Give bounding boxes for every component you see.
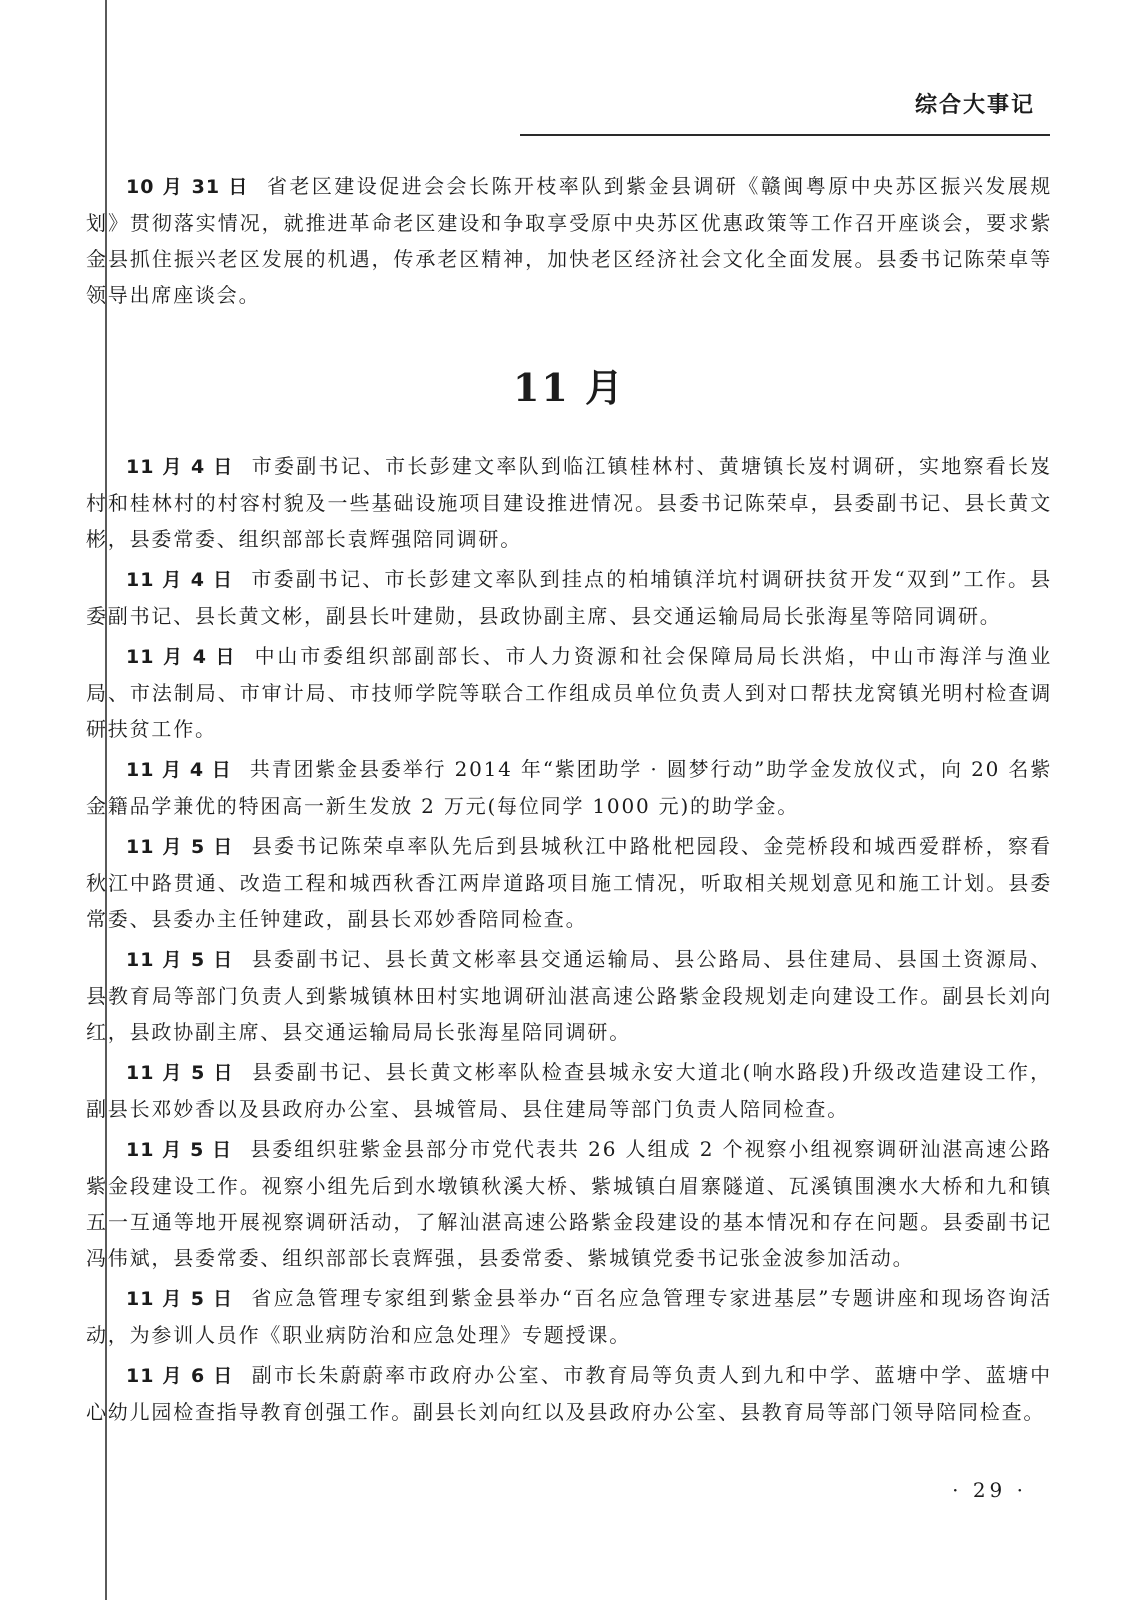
entry-text: 副市长朱蔚蔚率市政府办公室、市教育局等负责人到九和中学、蓝塘中学、蓝塘中心幼儿园检查指导教育创强工作。副县长刘向红以及县政府办公室、县教育局等部门领导陪同检查。 [86,1363,1052,1424]
chronicle-entry [86,941,1052,1050]
entry-text: 省应急管理专家组到紫金县举办“百名应急管理专家进基层”专题讲座和现场咨询活动，为参训人员作《职业病防治和应急处理》专题授课。 [86,1286,1052,1347]
entry-date: 11 月 5 日 [126,949,234,971]
chronicle-entry [86,561,1052,634]
chronicle-entry [86,1357,1052,1430]
entry-text: 市委副书记、市长彭建文率队到临江镇桂林村、黄塘镇长岌村调研，实地察看长岌村和桂林村的村容村貌及一些基础设施项目建设推进情况。县委书记陈荣卓，县委副书记、县长黄文彬，县委常委、组织部部长袁辉强陪同调研。 [86,454,1052,551]
entry-date: 10 月 31 日 [126,176,249,198]
entry-text: 省老区建设促进会会长陈开枝率队到紫金县调研《赣闽粤原中央苏区振兴发展规划》贯彻落实情况，就推进革命老区建设和争取享受原中央苏区优惠政策等工作召开座谈会，要求紫金县抓住振兴老区发展的机遇，传承老区精神，加快老区经济社会文化全面发展。县委书记陈荣卓等领导出席座谈会。 [86,174,1052,307]
entry-text: 共青团紫金县委举行 2014 年“紫团助学 · 圆梦行动”助学金发放仪式，向 20 名紫金籍品学兼优的特困高一新生发放 2 万元(每位同学 1000 元)的助学金。 [86,757,1052,818]
entry-date: 11 月 5 日 [126,1062,234,1084]
entry-date: 11 月 5 日 [126,1139,233,1161]
chronicle-entry [86,168,1052,313]
entry-text: 中山市委组织部副部长、市人力资源和社会保障局局长洪焰，中山市海洋与渔业局、市法制局、市审计局、市技师学院等联合工作组成员单位负责人到对口帮扶龙窝镇光明村检查调研扶贫工作。 [86,644,1052,741]
entry-date: 11 月 4 日 [126,646,237,668]
entry-text: 市委副书记、市长彭建文率队到挂点的柏埔镇洋坑村调研扶贫开发“双到”工作。县委副书记、县长黄文彬，副县长叶建勋，县政协副主席、县交通运输局局长张海星等陪同调研。 [86,567,1052,628]
chronicle-entry [86,1131,1052,1276]
chronicle-entry [86,751,1052,824]
chronicle-entry [86,1280,1052,1353]
entry-date: 11 月 6 日 [126,1365,234,1387]
page-number: · 29 · [952,1478,1027,1502]
entry-date: 11 月 4 日 [126,569,234,591]
month-heading: 11 月 [512,365,626,410]
entry-date: 11 月 4 日 [126,759,232,781]
page-body [86,168,1052,1434]
entry-date: 11 月 5 日 [126,836,234,858]
entry-text: 县委副书记、县长黄文彬率县交通运输局、县公路局、县住建局、县国土资源局、县教育局等部门负责人到紫城镇林田村实地调研汕湛高速公路紫金段规划走向建设工作。副县长刘向红，县政协副主席、县交通运输局局长张海星陪同调研。 [86,947,1052,1044]
chronicle-entry [86,1054,1052,1127]
running-head-section-title: 综合大事记 [914,93,1035,118]
chronicle-entry [86,828,1052,937]
entry-text: 县委副书记、县长黄文彬率队检查县城永安大道北(响水路段)升级改造建设工作，副县长邓妙香以及县政府办公室、县城管局、县住建局等部门负责人陪同检查。 [86,1060,1052,1121]
entry-text: 县委书记陈荣卓率队先后到县城秋江中路枇杷园段、金莞桥段和城西爱群桥，察看秋江中路贯通、改造工程和城西秋香江两岸道路项目施工情况，听取相关规划意见和施工计划。县委常委、县委办主任钟建政，副县长邓妙香陪同检查。 [86,834,1052,931]
entry-date: 11 月 4 日 [126,456,234,478]
header-rule [520,134,1050,136]
chronicle-entry [86,638,1052,747]
entry-date: 11 月 5 日 [126,1288,234,1310]
entry-text: 县委组织驻紫金县部分市党代表共 26 人组成 2 个视察小组视察调研汕湛高速公路紫金段建设工作。视察小组先后到水墩镇秋溪大桥、紫城镇白眉寨隧道、瓦溪镇围澳水大桥和九和镇五一互通等地开展视察调研活动，了解汕湛高速公路紫金段建设的基本情况和存在问题。县委副书记冯伟斌，县委常委、组织部部长袁辉强，县委常委、紫城镇党委书记张金波参加活动。 [86,1137,1052,1270]
chronicle-entry [86,448,1052,557]
